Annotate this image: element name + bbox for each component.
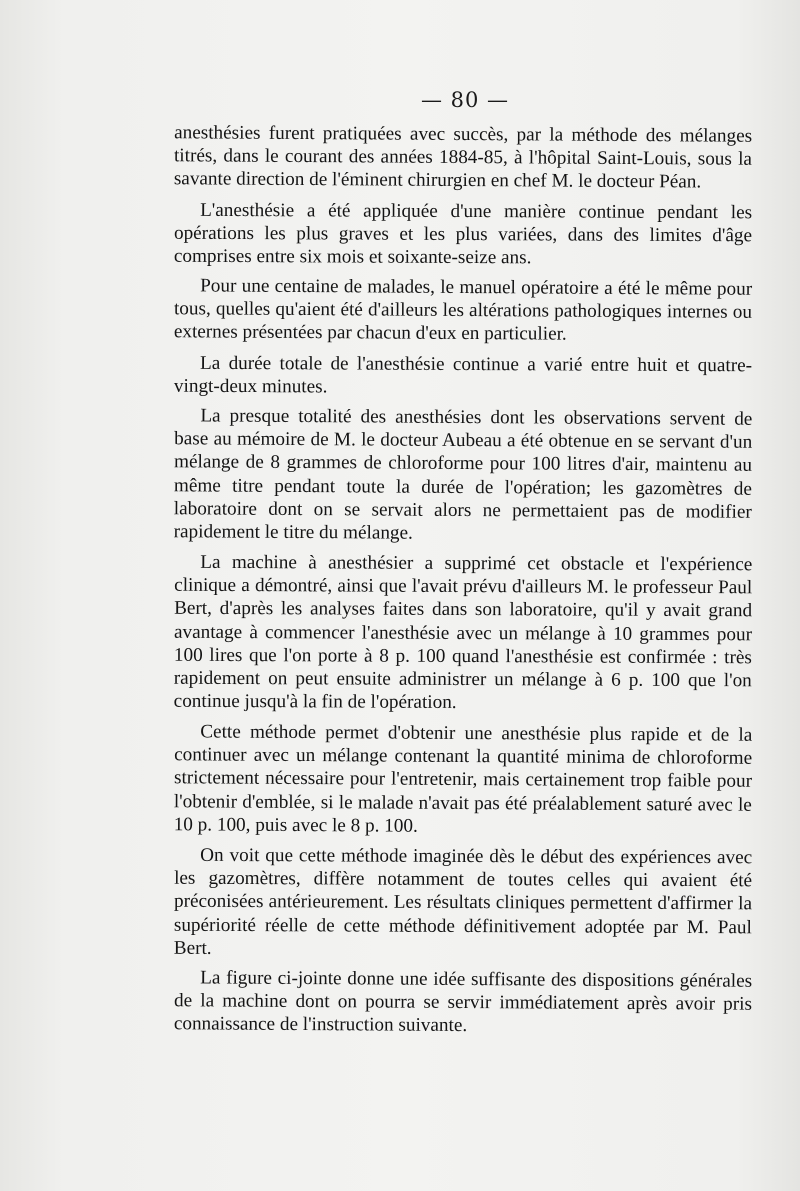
paragraph-4: La durée totale de l'anesthésie continue a varié entre huit et quatre-vingt-deux minutes. <box>173 352 753 398</box>
paragraph-7: Cette méthode permet d'obtenir une anesthésie plus rapide et de la continuer avec un mélange contenant la quantité minima de chloroforme strictement nécessaire pour l'entretenir, mais certainement trop faible pour l'obtenir d'emblée, si le malade n'avait pas été préalablement saturé avec le 10 p. 100, puis avec le 8 p. 100. <box>173 721 753 837</box>
page-number: — 80 — <box>420 88 510 112</box>
paragraph-3: Pour une centaine de malades, le manuel opératoire a été le même pour tous, quelles qu'aient été d'ailleurs les altérations pathologiques internes ou externes présentées par chacun d'eux en particulier. <box>173 275 753 346</box>
paragraph-8: On voit que cette méthode imaginée dès le début des expériences avec les gazomètres, diffère notamment de toutes celles qui avaient été préconisées antérieurement. Les résultats cliniques permettent d'affirmer la supériorité réelle de cette méthode définitivement adoptée par M. Paul Bert. <box>173 844 753 959</box>
paragraph-6: La machine à anesthésier a supprimé cet obstacle et l'expérience clinique a démontré, ainsi que l'avait prévu d'ailleurs M. le professeur Paul Bert, d'après les analyses faites dans son laboratoire, qu'il y avait grand avantage à commencer l'anesthésie avec un mélange à 10 grammes pour 100 lires que l'on porte à 8 p. 100 quand l'anesthésie est confirmée : très rapidement on peut ensuite administrer un mélange à 6 p. 100 que l'on continue jusqu'à la fin de l'opération. <box>173 552 753 714</box>
body-text <box>174 123 752 1045</box>
paragraph-5: La presque totalité des anesthésies dont les observations servent de base au mémoire de M. le docteur Aubeau a été obtenue en se servant d'un mélange de 8 grammes de chloroforme pour 100 litres d'air, maintenu au même titre pendant toute la durée de l'opération; les gazomètres de laboratoire dont on se servait alors ne permettaient pas de modifier rapidement le titre du mélange. <box>173 405 753 544</box>
paragraph-9: La figure ci-jointe donne une idée suffisante des dispositions générales de la machine dont on pourra se servir immédiatement après avoir pris connaissance de l'instruction suivante. <box>173 967 753 1037</box>
paragraph-2: L'anesthésie a été appliquée d'une manière continue pendant les opérations les plus graves et les plus variées, dans des limites d'âge comprises entre six mois et soixante-seize ans. <box>173 199 753 269</box>
paragraph-1: anesthésies furent pratiquées avec succès, par la méthode des mélanges titrés, dans le courant des années 1884-85, à l'hôpital Saint-Louis, sous la savante direction de l'éminent chirurgien en chef M. le docteur Péan. <box>173 122 753 193</box>
